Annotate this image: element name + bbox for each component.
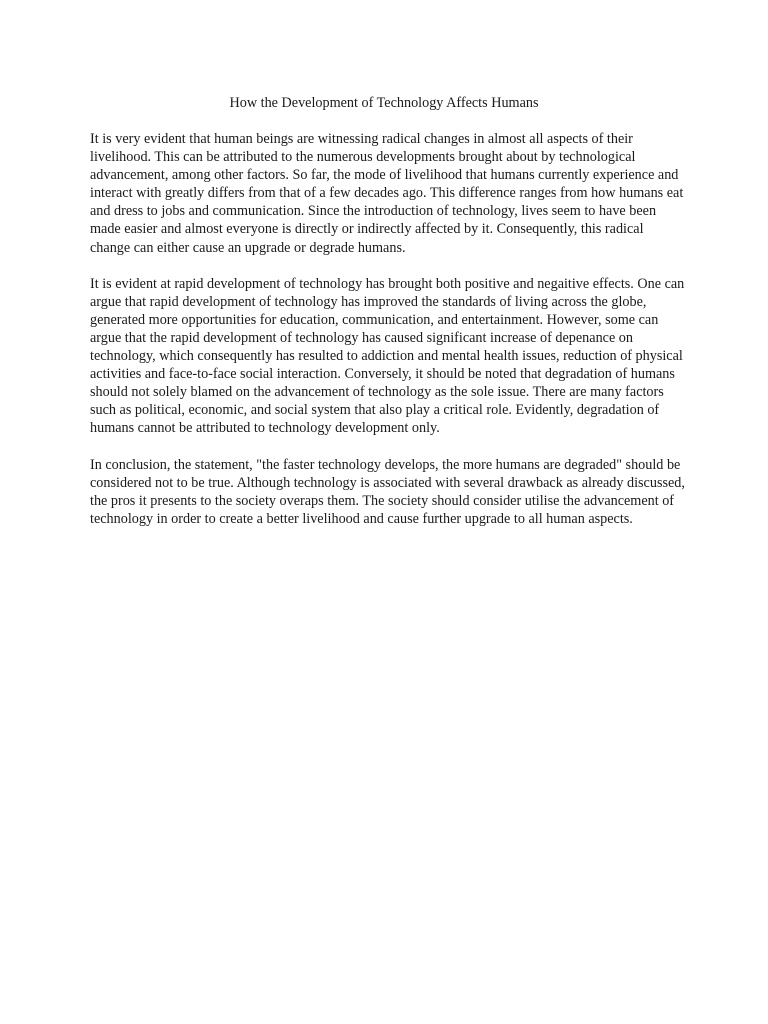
- paragraph-conclusion: In conclusion, the statement, "the faster technology develops, the more humans are degraded" should be considered not to be true. Although technology is associated with several drawback as already discussed, the pros it presents to the society overaps them. The society should consider utilise the advancement of technology in order to create a better livelihood and cause further upgrade to all human aspects.: [90, 456, 685, 527]
- document-title: How the Development of Technology Affects Humans: [229, 95, 539, 111]
- paragraph-discussion: It is evident at rapid development of technology has brought both positive and negaitive effects. One can argue that rapid development of technology has improved the standards of living across the globe, generated more opportunities for education, communication, and entertainment. However, some can argue that the rapid development of technology has caused significant increase of depenance on technology, which consequently has resulted to addiction and mental health issues, reduction of physical activities and face-to-face social interaction. Conversely, it should be noted that degradation of humans should not solely blamed on the advancement of technology as the sole issue. There are many factors such as political, economic, and social system that also play a critical role. Evidently, degradation of humans cannot be attributed to technology development only.: [90, 275, 685, 437]
- document-body: [90, 130, 686, 546]
- paragraph-introduction: It is very evident that human beings are witnessing radical changes in almost all aspects of their livelihood. This can be attributed to the numerous developments brought about by technological advancement, among other factors. So far, the mode of livelihood that humans currently experience and interact with greatly differs from that of a few decades ago. This difference ranges from how humans eat and dress to jobs and communication. Since the introduction of technology, lives seem to have been made easier and almost everyone is directly or indirectly affected by it. Consequently, this radical change can either cause an upgrade or degrade humans.: [90, 131, 684, 256]
